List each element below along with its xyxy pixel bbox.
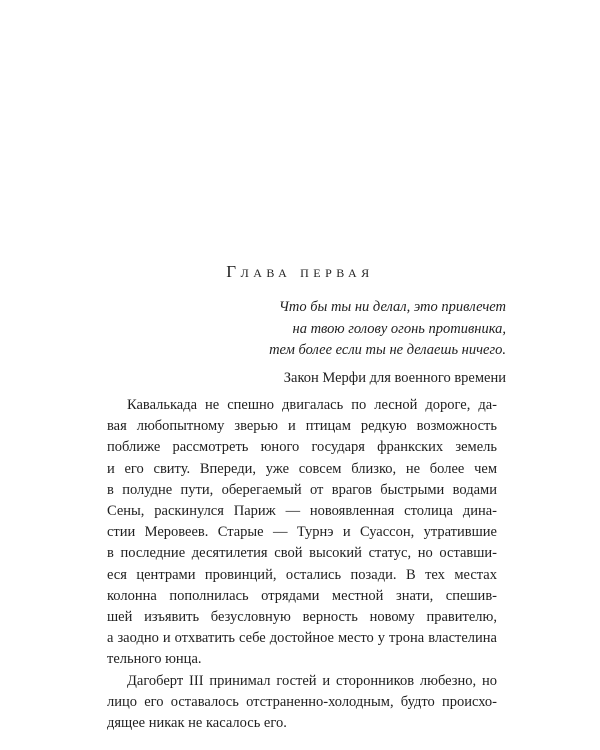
text-line: Дагоберт III принимал гостей и сторонников любезно, но <box>127 672 497 689</box>
text-line: в полудне пути, оберегаемый от врагов быстрыми водами <box>107 481 497 498</box>
text-line: колонна пополнилась отрядами местной знати, спешив- <box>107 587 497 604</box>
text-line: поближе рассмотреть юного государя франкских земель <box>107 439 497 456</box>
text-line: лицо его оставалось отстраненно-холодным, будто происхо- <box>107 693 497 710</box>
chapter-body <box>107 395 497 734</box>
text-line: стии Меровеев. Старые — Турнэ и Суассон, утратившие <box>107 524 497 541</box>
text-line: Сены, раскинулся Париж — новоявленная столица дина- <box>107 503 497 520</box>
text-line: в последние десятилетия свой высокий статус, но оставши- <box>107 545 497 562</box>
epigraph-attribution: Закон Мерфи для военного времени <box>283 369 506 386</box>
text-line: Кавалькада не спешно двигалась по лесной дороге, да- <box>127 397 497 413</box>
text-line: еся центрами провинций, остались позади. В тех местах <box>107 566 497 583</box>
epigraph-line: тем более если ты не делаешь ничего. <box>269 342 506 358</box>
text-line: тельного юнца. <box>107 651 202 668</box>
text-line: и его свиту. Впереди, уже совсем близко, не более чем <box>107 460 497 477</box>
epigraph <box>146 297 506 389</box>
paragraph <box>107 671 497 735</box>
paragraph <box>107 395 497 671</box>
epigraph-line: на твою голову огонь противника, <box>292 320 506 337</box>
text-line: дящее никак не касалось его. <box>107 715 287 732</box>
epigraph-line: Что бы ты ни делал, это привлечет <box>278 299 506 315</box>
text-line: вая любопытному зверью и птицам редкую возможность <box>107 418 497 435</box>
text-line: а заодно и отхватить себе достойное место у трона властелина <box>107 630 497 647</box>
text-line: шей изъявить безусловную верность новому правителю, <box>107 609 497 626</box>
chapter-title: Глава первая <box>226 262 374 281</box>
